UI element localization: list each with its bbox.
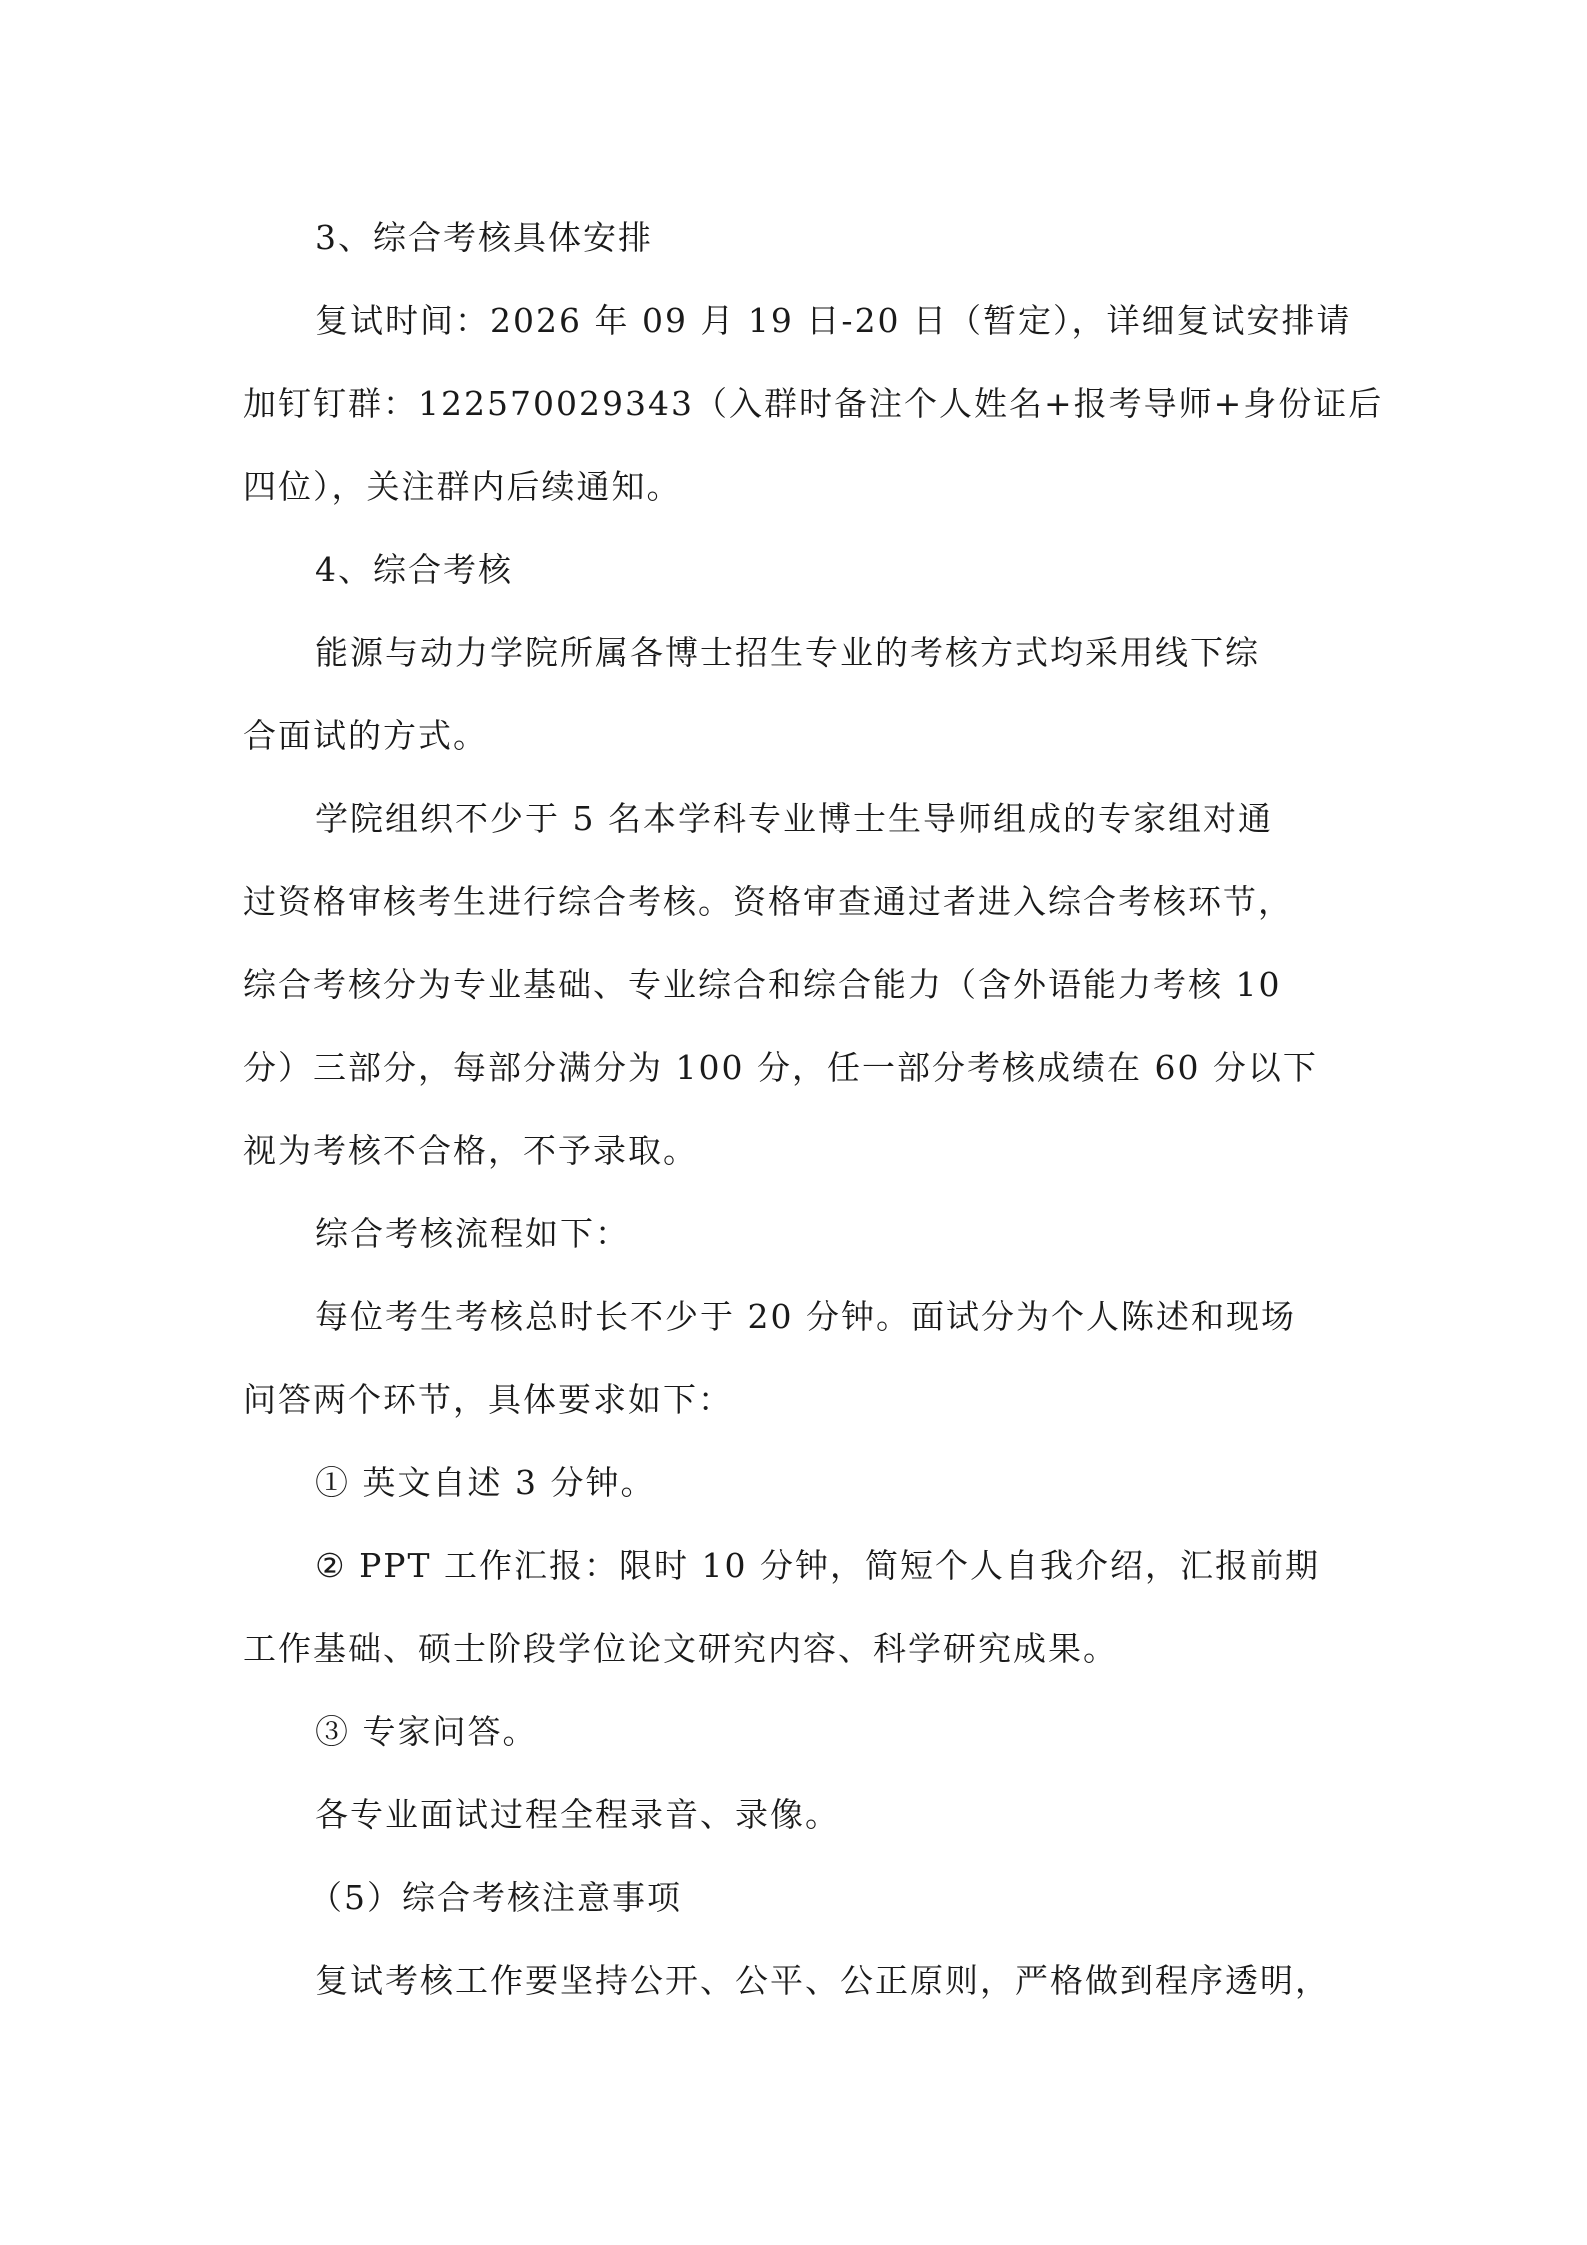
paragraph-line: 综合考核流程如下：: [315, 1214, 630, 1253]
paragraph-line: 视为考核不合格，不予录取。: [243, 1131, 698, 1170]
list-item-2: ② PPT 工作汇报：限时 10 分钟，简短个人自我介绍，汇报前期: [315, 1546, 1320, 1585]
paragraph-line: 学院组织不少于 5 名本学科专业博士生导师组成的专家组对通: [315, 799, 1273, 838]
paragraph-line: 复试时间：2026 年 09 月 19 日-20 日（暂定），详细复试安排请: [315, 301, 1352, 340]
list-item-3: ③ 专家问答。: [315, 1712, 538, 1751]
section-heading-5: （5）综合考核注意事项: [309, 1878, 682, 1917]
paragraph-line: 综合考核分为专业基础、专业综合和综合能力（含外语能力考核 10: [243, 965, 1282, 1004]
paragraph-line: 四位），关注群内后续通知。: [243, 467, 682, 506]
paragraph-line: 合面试的方式。: [243, 716, 488, 755]
paragraph-line: 问答两个环节，具体要求如下：: [243, 1380, 733, 1419]
section-heading-4: 4、综合考核: [315, 550, 513, 589]
paragraph-line: 各专业面试过程全程录音、录像。: [315, 1795, 840, 1834]
section-heading-3: 3、综合考核具体安排: [315, 218, 653, 257]
list-item-1: ① 英文自述 3 分钟。: [315, 1463, 656, 1502]
paragraph-line: 加钉钉群：122570029343（入群时备注个人姓名+报考导师+身份证后: [243, 384, 1384, 423]
paragraph-line: 复试考核工作要坚持公开、公平、公正原则，严格做到程序透明，: [315, 1961, 1330, 2000]
list-item-2-continued: 工作基础、硕士阶段学位论文研究内容、科学研究成果。: [243, 1629, 1118, 1668]
paragraph-line: 每位考生考核总时长不少于 20 分钟。面试分为个人陈述和现场: [315, 1297, 1296, 1336]
paragraph-line: 能源与动力学院所属各博士招生专业的考核方式均采用线下综: [315, 633, 1260, 672]
document-page: [243, 196, 1384, 2022]
paragraph-line: 分）三部分，每部分满分为 100 分，任一部分考核成绩在 60 分以下: [243, 1048, 1318, 1087]
paragraph-line: 过资格审核考生进行综合考核。资格审查通过者进入综合考核环节，: [243, 882, 1293, 921]
